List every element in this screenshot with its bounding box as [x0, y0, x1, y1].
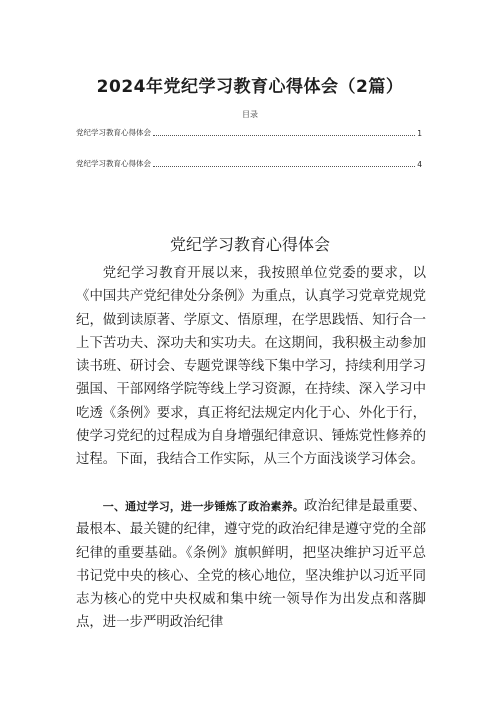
toc-entry[interactable] — [76, 159, 422, 169]
toc-leader-dots — [153, 134, 415, 136]
section-title: 党纪学习教育心得体会 — [169, 235, 330, 254]
paragraph-text: 政治纪律是最重要、最根本、最关键的纪律，遵守党的政治纪律是遵守党的全部纪律的重要基础。《条例》旗帜鲜明，把坚决维护习近平总书记党中央的核心、全党的核心地位，坚决维护以习近平同志为核心的党中央权威和集中统一领导作为出发点和落脚点，进一步严明政治纪律 — [76, 499, 427, 631]
document-title: 2024年党纪学习教育心得体会（2篇） — [96, 77, 404, 97]
toc-entry-label: 党纪学习教育心得体会 — [76, 159, 151, 168]
toc-entry-page: 4 — [417, 160, 422, 169]
paragraph-text: 党纪学习教育开展以来，我按照单位党委的要求，以《中国共产党纪律处分条例》为重点，认真学习党章党规党纪，做到读原著、学原文、悟原理，在学思践悟、知行合一上下苦功夫、深功夫和实功夫。在这期间，我积极主动参加读书班、研讨会、专题党课等线下集中学习，持续利用学习强国、干部网络学院等线上学习资源，在持续、深入学习中吃透《条例》要求，真正将纪法规定内化于心、外化于行，使学习党纪的过程成为自身增强纪律意识、锤炼党性修养的过程。下面，我结合工作实际，从三个方面浅谈学习体会。 — [76, 266, 426, 468]
toc-heading: 目录 — [242, 110, 258, 119]
paragraph-lead-heading: 一、通过学习，进一步锤炼了政治素养。 — [102, 500, 305, 513]
body-paragraph — [76, 495, 426, 635]
toc-entry-label: 党纪学习教育心得体会 — [76, 128, 151, 137]
toc-entry[interactable] — [76, 128, 422, 138]
toc-leader-dots — [153, 165, 415, 167]
body-paragraph — [76, 262, 426, 472]
toc-entry-page: 1 — [417, 129, 422, 138]
